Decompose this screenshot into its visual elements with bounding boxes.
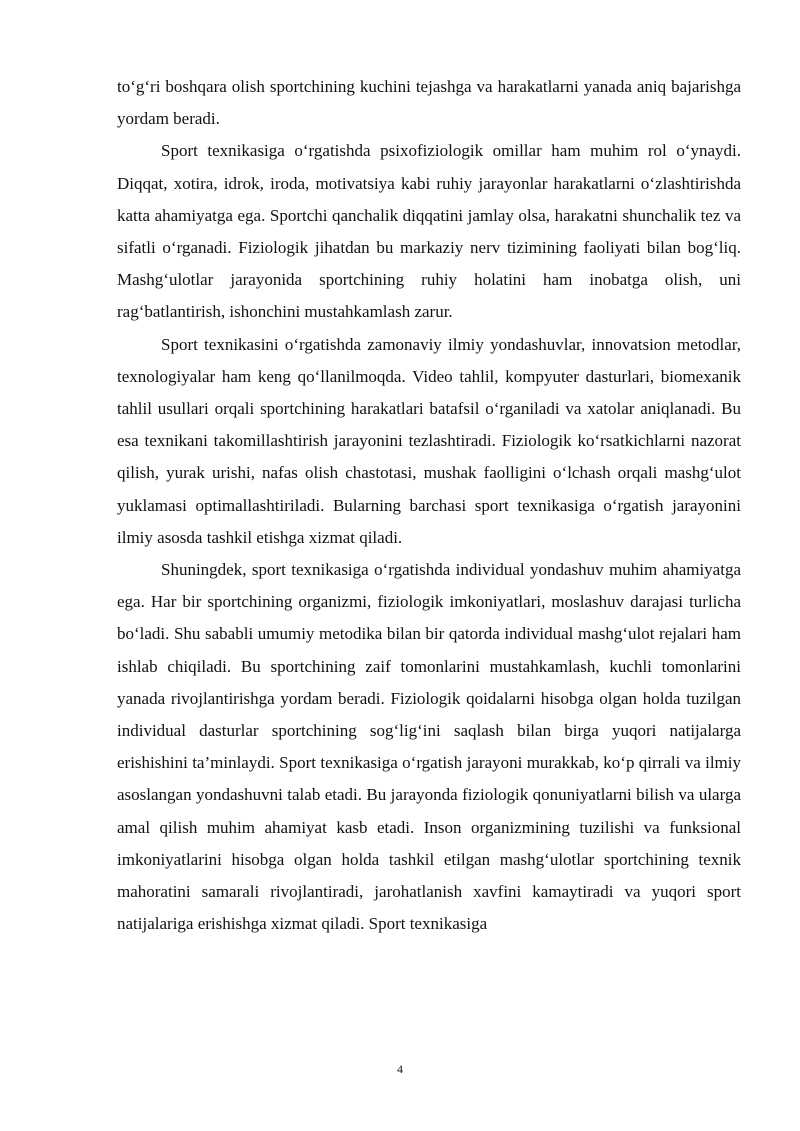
page-number: 4 xyxy=(397,1062,403,1076)
paragraph-modern-approaches: Sport texnikasini o‘rgatishda zamonaviy ilmiy yondashuvlar, innovatsion metodlar, texnologiyalar ham keng qo‘llanilmoqda. Video tahlil, kompyuter dasturlari, biomexanik tahlil usullari orqali sportchining harakatlari batafsil o‘rganiladi va xatolar aniqlanadi. Bu esa texnikani takomillashtirish jarayonini tezlashtiradi. Fiziologik ko‘rsatkichlarni nazorat qilish, yurak urishi, nafas olish chastotasi, mushak faolligini o‘lchash orqali mashg‘ulot yuklamasi optimallashtiriladi. Bularning barchasi sport texnikasiga o‘rgatish jarayonini ilmiy asosda tashkil etishga xizmat qiladi. xyxy=(117,334,741,547)
paragraph-individual-approach: Shuningdek, sport texnikasiga o‘rgatishda individual yondashuv muhim ahamiyatga ega. Har bir sportchining organizmi, fiziologik imkoniyatlari, moslashuv darajasi turlicha bo‘ladi. Shu sababli umumiy metodika bilan bir qatorda individual mashg‘ulot rejalari ham ishlab chiqiladi. Bu sportchining zaif tomonlarini mustahkamlash, kuchli tomonlarini yanada rivojlantirishga yordam beradi. Fiziologik qoidalarni hisobga olgan holda tuzilgan individual dasturlar sportchining sog‘lig‘ini saqlash bilan birga yuqori natijalarga erishishini ta’minlaydi. Sport texnikasiga o‘rgatish jarayoni murakkab, ko‘p qirrali va ilmiy asoslangan yondashuvni talab etadi. Bu jarayonda fiziologik qonuniyatlarni bilish va ularga amal qilish muhim ahamiyat kasb etadi. Inson organizmining tuzilishi va funksional imkoniyatlarini hisobga olgan holda tashkil etilgan mashg‘ulotlar sportchining texnik mahoratini samarali rivojlantiradi, jarohatlanish xavfini kamaytiradi va yuqori sport natijalariga erishishga xizmat qiladi. Sport texnikasiga xyxy=(117,560,741,934)
paragraph-psychophysiological-factors: Sport texnikasiga o‘rgatishda psixofiziologik omillar ham muhim rol o‘ynaydi. Diqqat, xotira, idrok, iroda, motivatsiya kabi ruhiy jarayonlar harakatlarni o‘zlashtirishda katta ahamiyatga ega. Sportchi qanchalik diqqatini jamlay olsa, harakatni shunchalik tez va sifatli o‘rganadi. Fiziologik jihatdan bu markaziy nerv tizimining faoliyati bilan bog‘liq. Mashg‘ulotlar jarayonida sportchining ruhiy holatini ham inobatga olish, uni rag‘batlantirish, ishonchini mustahkamlash zarur. xyxy=(117,141,741,322)
document-page xyxy=(117,71,741,940)
paragraph-continuation: to‘g‘ri boshqara olish sportchining kuchini tejashga va harakatlarni yanada aniq bajarishga yordam beradi. xyxy=(117,77,741,129)
